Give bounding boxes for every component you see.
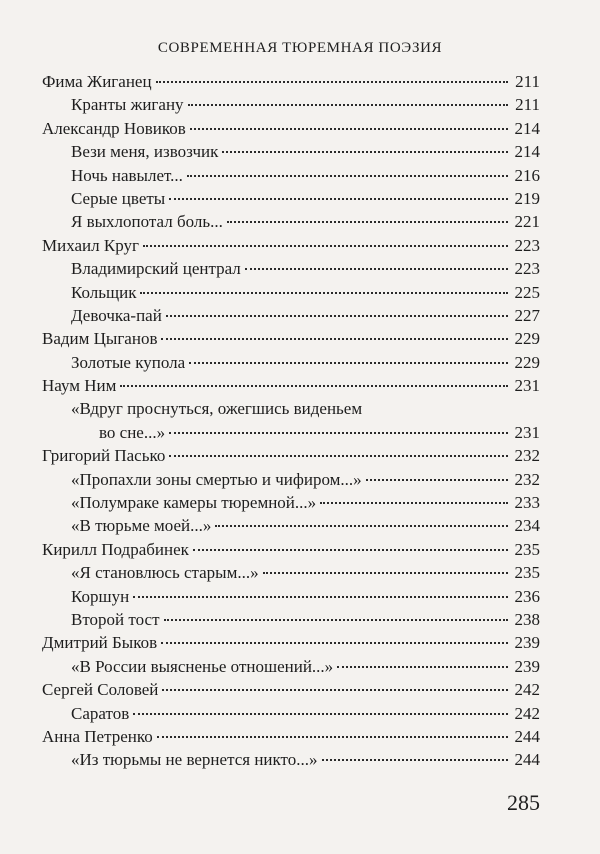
toc-page: 244 bbox=[514, 750, 540, 770]
leader-dots bbox=[222, 150, 508, 153]
leader-dots bbox=[120, 384, 508, 387]
leader-dots bbox=[133, 712, 508, 715]
toc-title: «В России выясненье отношений...» bbox=[71, 656, 334, 676]
toc-page: 232 bbox=[514, 446, 540, 466]
toc-title: Девочка-пай bbox=[71, 305, 162, 325]
toc-title: «Вдруг проснуться, ожегшись виденьем bbox=[71, 399, 363, 419]
leader-dots bbox=[162, 688, 508, 691]
toc-page: 239 bbox=[514, 633, 540, 653]
toc-poem bbox=[42, 608, 540, 631]
page-number: 285 bbox=[507, 790, 540, 815]
toc-author bbox=[42, 678, 540, 701]
toc-title: «Полумраке камеры тюремной...» bbox=[71, 493, 317, 513]
toc-title: Фима Жиганец bbox=[42, 72, 152, 91]
leader-dots bbox=[157, 735, 508, 738]
toc-title: Александр Новиков bbox=[42, 118, 186, 138]
leader-dots bbox=[366, 478, 508, 481]
toc-title: «В тюрьме моей...» bbox=[71, 516, 212, 536]
toc-title: Кранты жигану bbox=[71, 95, 184, 115]
toc-author bbox=[42, 444, 540, 467]
toc-title: Владимирский централ bbox=[71, 259, 241, 279]
toc-poem bbox=[42, 257, 540, 280]
toc-poem bbox=[42, 397, 540, 444]
leader-dots bbox=[227, 220, 508, 223]
toc-page: 239 bbox=[514, 656, 540, 676]
toc-poem bbox=[42, 468, 540, 491]
toc-page: 244 bbox=[514, 726, 540, 746]
toc-page: 223 bbox=[514, 235, 540, 255]
toc-author bbox=[42, 631, 540, 654]
toc-page: 214 bbox=[514, 142, 540, 162]
toc-author bbox=[42, 117, 540, 140]
leader-dots bbox=[166, 314, 508, 317]
toc-page: 242 bbox=[514, 703, 540, 723]
toc-title: «Я становлюсь старым...» bbox=[71, 563, 259, 583]
toc-poem bbox=[42, 140, 540, 163]
toc-poem bbox=[42, 210, 540, 233]
toc-page: 231 bbox=[514, 422, 540, 442]
toc-title: Кирилл Подрабинек bbox=[42, 539, 189, 559]
toc-author bbox=[42, 374, 540, 397]
toc-title: Вадим Цыганов bbox=[42, 329, 158, 349]
toc-title: «Пропахли зоны смертью и чифиром...» bbox=[71, 469, 362, 489]
toc-author bbox=[42, 70, 540, 93]
toc-page: 236 bbox=[514, 586, 540, 606]
toc-page: 227 bbox=[514, 305, 540, 325]
leader-dots bbox=[190, 127, 508, 130]
leader-dots bbox=[188, 103, 508, 106]
toc-title: Вези меня, извозчик bbox=[71, 142, 219, 162]
table-of-contents bbox=[42, 70, 540, 772]
leader-dots bbox=[193, 548, 508, 551]
leader-dots bbox=[320, 501, 508, 504]
toc-page: 214 bbox=[514, 118, 540, 138]
toc-title: Ночь навылет... bbox=[71, 165, 183, 185]
toc-page: 234 bbox=[514, 516, 540, 536]
toc-title-line2: во сне...» bbox=[99, 422, 166, 442]
toc-title: Золотые купола bbox=[71, 352, 186, 372]
leader-dots bbox=[263, 571, 508, 574]
toc-poem bbox=[42, 748, 540, 771]
toc-page: 229 bbox=[514, 352, 540, 372]
toc-title: Серые цветы bbox=[71, 188, 166, 208]
leader-dots bbox=[337, 665, 508, 668]
toc-page: 216 bbox=[514, 165, 540, 185]
toc-poem bbox=[42, 164, 540, 187]
toc-poem bbox=[42, 93, 540, 116]
leader-dots bbox=[143, 244, 508, 247]
toc-page: 219 bbox=[514, 188, 540, 208]
toc-poem bbox=[42, 585, 540, 608]
toc-title: Кольщик bbox=[71, 282, 137, 302]
leader-dots bbox=[133, 595, 508, 598]
toc-page: 232 bbox=[514, 469, 540, 489]
toc-page: 223 bbox=[514, 259, 540, 279]
leader-dots bbox=[140, 291, 508, 294]
toc-title: «Из тюрьмы не вернется никто...» bbox=[71, 750, 318, 770]
toc-page: 211 bbox=[515, 72, 540, 91]
toc-title: Коршун bbox=[71, 586, 130, 606]
toc-poem bbox=[42, 702, 540, 725]
leader-dots bbox=[215, 524, 508, 527]
toc-poem bbox=[42, 561, 540, 584]
toc-page: 211 bbox=[515, 95, 540, 115]
leader-dots bbox=[169, 431, 508, 434]
toc-title-continuation bbox=[71, 421, 540, 444]
toc-poem bbox=[42, 655, 540, 678]
toc-author bbox=[42, 725, 540, 748]
toc-page: 242 bbox=[514, 680, 540, 700]
toc-page: 238 bbox=[514, 610, 540, 629]
leader-dots bbox=[189, 361, 508, 364]
leader-dots bbox=[156, 80, 508, 83]
toc-title: Михаил Круг bbox=[42, 235, 139, 255]
toc-title: Анна Петренко bbox=[42, 726, 153, 746]
toc-page: 233 bbox=[514, 493, 540, 513]
leader-dots bbox=[322, 758, 509, 761]
running-head: СОВРЕМЕННАЯ ТЮРЕМНАЯ ПОЭЗИЯ bbox=[157, 40, 443, 56]
leader-dots bbox=[245, 267, 508, 270]
toc-page: 229 bbox=[514, 329, 540, 349]
toc-poem bbox=[42, 187, 540, 210]
leader-dots bbox=[169, 454, 508, 457]
toc-poem bbox=[42, 491, 540, 514]
toc-page: 235 bbox=[514, 563, 540, 583]
toc-page: 225 bbox=[514, 282, 540, 302]
toc-poem bbox=[42, 281, 540, 304]
leader-dots bbox=[161, 641, 508, 644]
toc-author bbox=[42, 234, 540, 257]
toc-author bbox=[42, 327, 540, 350]
toc-page: 231 bbox=[514, 376, 540, 396]
toc-page: 221 bbox=[514, 212, 540, 232]
toc-poem bbox=[42, 514, 540, 537]
toc-title: Я выхлопотал боль... bbox=[71, 212, 223, 232]
toc-poem bbox=[42, 351, 540, 374]
toc-poem bbox=[42, 304, 540, 327]
toc-title: Саратов bbox=[71, 703, 130, 723]
leader-dots bbox=[161, 337, 508, 340]
toc-title: Дмитрий Быков bbox=[42, 633, 158, 653]
toc-page: 235 bbox=[514, 539, 540, 559]
toc-title: Наум Ним bbox=[42, 376, 117, 396]
leader-dots bbox=[169, 197, 508, 200]
toc-title: Второй тост bbox=[71, 610, 160, 629]
leader-dots bbox=[187, 174, 508, 177]
toc-title: Григорий Пасько bbox=[42, 446, 166, 466]
leader-dots bbox=[164, 618, 509, 621]
toc-title: Сергей Соловей bbox=[42, 680, 159, 700]
toc-author bbox=[42, 538, 540, 561]
